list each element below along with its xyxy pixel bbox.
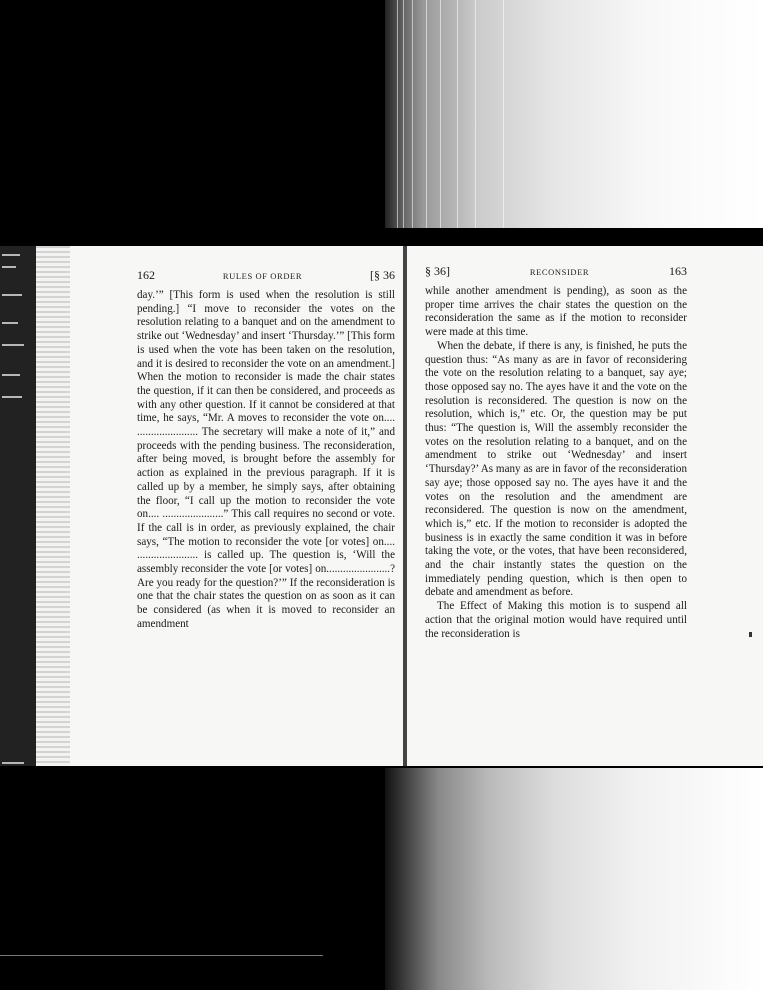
body-text <box>137 289 395 632</box>
paragraph: The Effect of Making this motion is to suspend all action that the original motion would have required until the reconsideration is <box>425 600 687 640</box>
right-page <box>407 246 763 766</box>
book-page-edges <box>0 246 36 766</box>
paragraph: When the debate, if there is any, is finished, he puts the question thus: “As many as are in favor of reconsidering the vote on the resolution relating to a banquet, say aye; those opposed say no. The ayes have it and the vote on the resolution is reconsidered. The question is now on the resolution, which is,” etc. Or, the question may be put thus: “The question is, Will the assembly reconsider the votes on the resolution relating to a banquet, and on the amendment to strike out ‘Wednesday’ and insert ‘Thursday?’ As many as are in favor of the reconsideration say aye; those opposed say no. The ayes have it and the votes on the resolution and the amendment are reconsidered. The question is now on the amendment, which is,” etc. If the motion to reconsider is adopted the business is in exactly the same condition it was in before taking the vote, or the votes, that have been reconsidered, and the chair instantly states the question on the immediately pending question, which is then open to debate and amendment as before. <box>425 339 687 599</box>
running-head-left <box>137 268 395 283</box>
scan-bottom-rule <box>0 955 323 956</box>
running-title: RULES OF ORDER <box>222 271 303 281</box>
paragraph: day.’” [This form is used when the resolution is still pending.] “I move to reconsider the votes on the resolution relating to a banquet and on the amendment to strike out ‘Wednesday’ and insert ‘Thursday.’” [This form is used when the vote has been taken on the resolution, and it is desired to reconsider the vote on an amendment.] When the motion to reconsider is made the chair states the question, if it can then be considered, and proceeds as with any other question. If it cannot be considered at that time, he says, “Mr. A moves to reconsider the vote on.... ...................... The secretary will make a note of it,” and proceeds with the pending business. The reconsideration, after being moved, is brought before the assembly for action as explained in the previous paragraph. If it is called up by a member, he simply says, after obtaining the floor, “I call up the motion to reconsider the vote on.... ......................” This call requires no second or vote. If the call is in order, as previously explained, the chair says, “The motion to reconsider the vote [or votes] on.... ...................... is called up. The question is, ‘Will the assembly reconsider the vote [or votes] on.......................? Are you ready for the question?’” If the reconsideration is one that the chair states the question on as soon as it can be considered (as when it is moved to reconsider an amendment <box>137 289 395 630</box>
left-page <box>36 246 404 766</box>
section-marker: [§ 36 <box>370 268 395 282</box>
scan-artifact-top <box>385 0 763 228</box>
body-text <box>425 285 687 641</box>
running-title: RECONSIDER <box>529 267 590 277</box>
page-number: 162 <box>137 268 155 282</box>
scan-artifact-bottom <box>385 768 763 990</box>
paragraph: while another amendment is pending), as soon as the proper time arrives the chair states the question on the reconsideration the same as if the motion to reconsider were made at this time. <box>425 285 687 339</box>
page-number: 163 <box>669 264 687 278</box>
page-stack-edge <box>36 246 70 766</box>
section-marker: § 36] <box>425 264 450 278</box>
scan-speck <box>749 632 752 637</box>
running-head-right <box>425 264 687 279</box>
